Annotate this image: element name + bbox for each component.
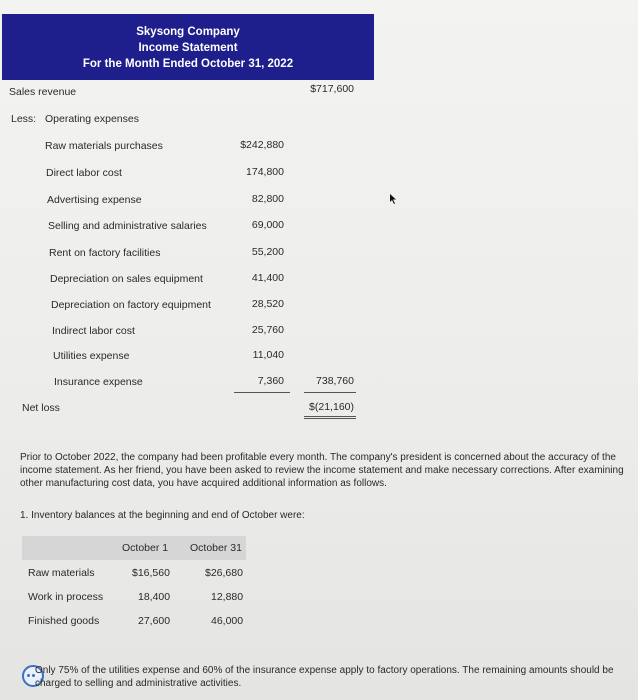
inventory-oct31-value: 46,000 — [211, 615, 244, 627]
expense-value: 41,400 — [251, 272, 284, 284]
total-expenses-value: 738,760 — [316, 375, 354, 387]
inventory-oct1-value: 18,400 — [138, 591, 171, 603]
expense-label: Rent on factory facilities — [49, 247, 161, 259]
net-loss-double-underline — [304, 418, 356, 419]
inventory-oct31-value: 12,880 — [211, 591, 244, 603]
sales-revenue-label: Sales revenue — [9, 86, 77, 98]
expense-value: 11,040 — [252, 349, 284, 361]
expense-value: 174,800 — [246, 166, 284, 178]
inventory-oct1-value: 27,600 — [138, 615, 171, 627]
inventory-oct31-value: $26,680 — [205, 567, 243, 579]
expense-label: Direct labor cost — [46, 167, 122, 179]
expense-value: 82,800 — [251, 193, 284, 205]
expense-label: Depreciation on factory equipment — [51, 299, 211, 311]
expense-value: 69,000 — [251, 219, 284, 231]
expense-value: 55,200 — [251, 246, 284, 258]
inventory-intro: 1. Inventory balances at the beginning and end of October were: — [20, 510, 305, 521]
inventory-row-label: Work in process — [28, 591, 104, 603]
expense-value: 28,520 — [251, 298, 284, 310]
net-loss-label: Net loss — [22, 402, 60, 414]
net-loss-value: $(21,160) — [309, 401, 354, 413]
expense-label: Insurance expense — [54, 376, 143, 388]
expense-value: 7,360 — [257, 375, 284, 387]
operating-expenses-label: Operating expenses — [45, 113, 139, 125]
expense-value: $242,880 — [240, 139, 284, 151]
inventory-col-october-31: October 31 — [190, 542, 242, 554]
mouse-cursor-icon — [390, 194, 398, 204]
expense-value: 25,760 — [251, 324, 284, 336]
expense-label: Depreciation on sales equipment — [50, 273, 203, 285]
company-name: Skysong Company — [136, 26, 240, 38]
total-underline — [304, 392, 356, 393]
statement-title: Income Statement — [138, 42, 238, 54]
inventory-oct1-value: $16,560 — [132, 567, 170, 579]
net-loss-underline — [304, 416, 356, 417]
inventory-col-october-1: October 1 — [122, 542, 169, 554]
inventory-row-label: Finished goods — [28, 615, 100, 627]
expense-label: Raw materials purchases — [45, 140, 163, 152]
footer-note: Only 75% of the utilities expense and 60% of the insurance expense apply to factory operations. The remaining amounts should be charged to selling and administrative activities. — [35, 665, 614, 689]
context-paragraph: Prior to October 2022, the company had been profitable every month. The company's president is concerned about the accuracy of the income statement. As her friend, you have been asked to review the income statement and make necessary corrections. After examining other manufacturing cost data, you have acquired additional information as follows. — [20, 452, 624, 489]
inventory-row-label: Raw materials — [28, 567, 95, 579]
statement-period: For the Month Ended October 31, 2022 — [82, 58, 294, 70]
expense-label: Advertising expense — [47, 194, 142, 206]
sales-revenue-value: $717,600 — [310, 83, 354, 95]
statement-header — [2, 14, 374, 80]
less-label: Less: — [11, 113, 37, 125]
expense-label: Indirect labor cost — [52, 325, 135, 337]
subtotal-underline — [234, 392, 290, 393]
expense-label: Utilities expense — [53, 350, 130, 362]
expense-label: Selling and administrative salaries — [48, 220, 207, 232]
